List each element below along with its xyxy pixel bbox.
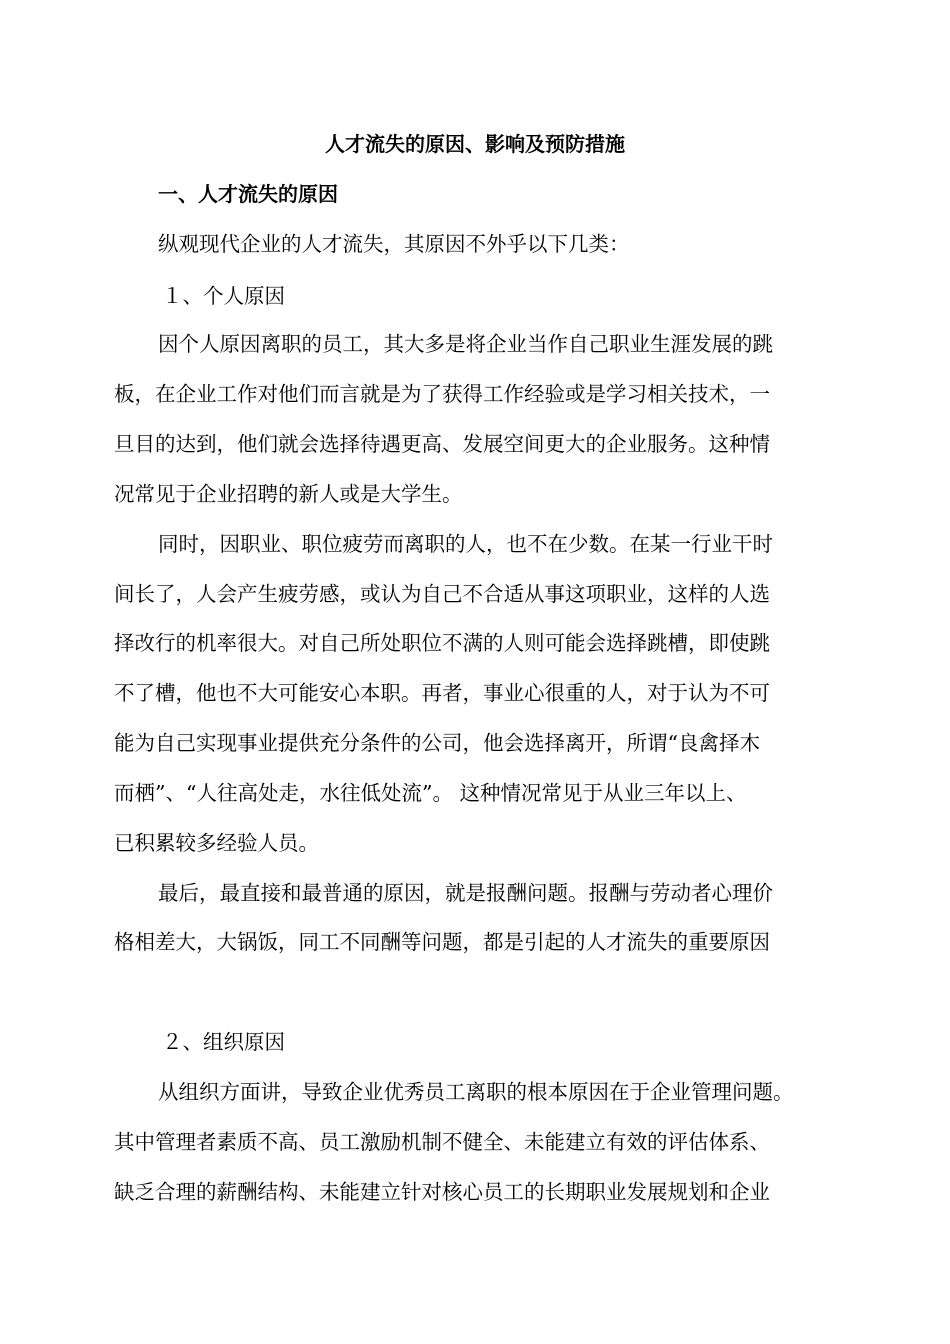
paragraph-line: 因个人原因离职的员工，其大多是将企业当作自己职业生涯发展的跳: [158, 332, 773, 356]
paragraph-line: 从组织方面讲，导致企业优秀员工离职的根本原因在于企业管理问题。: [158, 1080, 794, 1104]
document-title: 人才流失的原因、影响及预防措施: [325, 132, 625, 156]
subheading-organizational-reasons: ２、组织原因: [162, 1030, 285, 1054]
paragraph-line: 同时，因职业、职位疲劳而离职的人，也不在少数。在某一行业干时: [158, 532, 773, 556]
paragraph-line: 不了槽，他也不大可能安心本职。再者，事业心很重的人，对于认为不可: [114, 681, 770, 705]
paragraph-line: 最后，最直接和最普通的原因，就是报酬问题。报酬与劳动者心理价: [158, 881, 773, 905]
paragraph-line: 其中管理者素质不高、员工激励机制不健全、未能建立有效的评估体系、: [114, 1130, 770, 1154]
paragraph-line: 板，在企业工作对他们而言就是为了获得工作经验或是学习相关技术，一: [114, 382, 770, 406]
paragraph-line: 间长了，人会产生疲劳感，或认为自己不合适从事这项职业，这样的人选: [114, 582, 770, 606]
paragraph-line: 旦目的达到，他们就会选择待遇更高、发展空间更大的企业服务。这种情: [114, 432, 770, 456]
paragraph-line: 已积累较多经验人员。: [114, 831, 319, 855]
paragraph-line: 格相差大，大锅饭，同工不同酬等问题，都是引起的人才流失的重要原因: [114, 930, 770, 954]
paragraph-line: 缺乏合理的薪酬结构、未能建立针对核心员工的长期职业发展规划和企业: [114, 1180, 770, 1204]
subheading-personal-reasons: １、个人原因: [162, 284, 285, 308]
section-heading: 一、人才流失的原因: [158, 182, 338, 206]
paragraph-line: 纵观现代企业的人才流失，其原因不外乎以下几类：: [158, 232, 630, 256]
paragraph-line: 能为自己实现事业提供充分条件的公司，他会选择离开，所谓“良禽择木: [114, 731, 760, 755]
paragraph-line: 而栖”、“人往高处走，水往低处流”。 这种情况常见于从业三年以上、: [114, 781, 747, 805]
paragraph-line: 况常见于企业招聘的新人或是大学生。: [114, 482, 463, 506]
paragraph-line: 择改行的机率很大。对自己所处职位不满的人则可能会选择跳槽，即使跳: [114, 631, 770, 655]
